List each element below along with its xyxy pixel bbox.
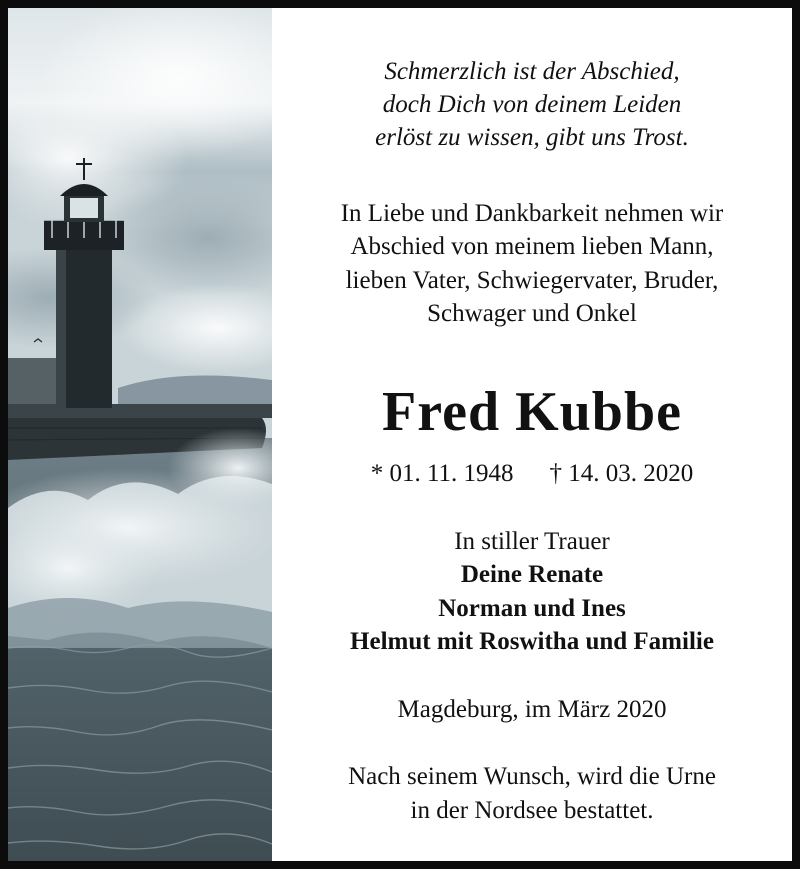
lighthouse-photo (8, 8, 272, 861)
mourner-name: Deine Renate (460, 561, 604, 588)
tower-shade (56, 248, 66, 408)
life-dates (272, 457, 792, 490)
pier-top (8, 404, 272, 418)
mourners-intro: In stiller Trauer (454, 528, 610, 555)
announcement-line: Abschied von meinem lieben Mann, (350, 233, 714, 260)
wave-trough (8, 598, 272, 648)
announcement-line: lieben Vater, Schwiegervater, Bruder, (345, 267, 719, 294)
birth-date: * 01. 11. 1948 (370, 460, 514, 487)
notice-text (272, 8, 792, 861)
death-date: † 14. 03. 2020 (549, 460, 694, 487)
verse-line: Schmerzlich ist der Abschied, (384, 58, 680, 85)
mourner-name: Helmut mit Roswitha und Familie (350, 628, 714, 655)
announcement-line: In Liebe und Dankbarkeit nehmen wir (340, 200, 724, 227)
lantern-glass (70, 198, 98, 218)
closing-line: Nach seinem Wunsch, wird die Urne (348, 763, 716, 790)
lighthouse-storm-image (8, 8, 272, 861)
verse-line: doch Dich von deinem Leiden (382, 91, 682, 118)
mourner-name: Norman und Ines (438, 595, 626, 622)
place-date: Magdeburg, im März 2020 (397, 696, 667, 723)
verse-line: erlöst zu wissen, gibt uns Trost. (375, 124, 689, 151)
deceased-name: Fred Kubbe (382, 381, 682, 443)
announcement-line: Schwager und Onkel (427, 300, 637, 327)
closing-line: in der Nordsee bestattet. (410, 797, 654, 824)
